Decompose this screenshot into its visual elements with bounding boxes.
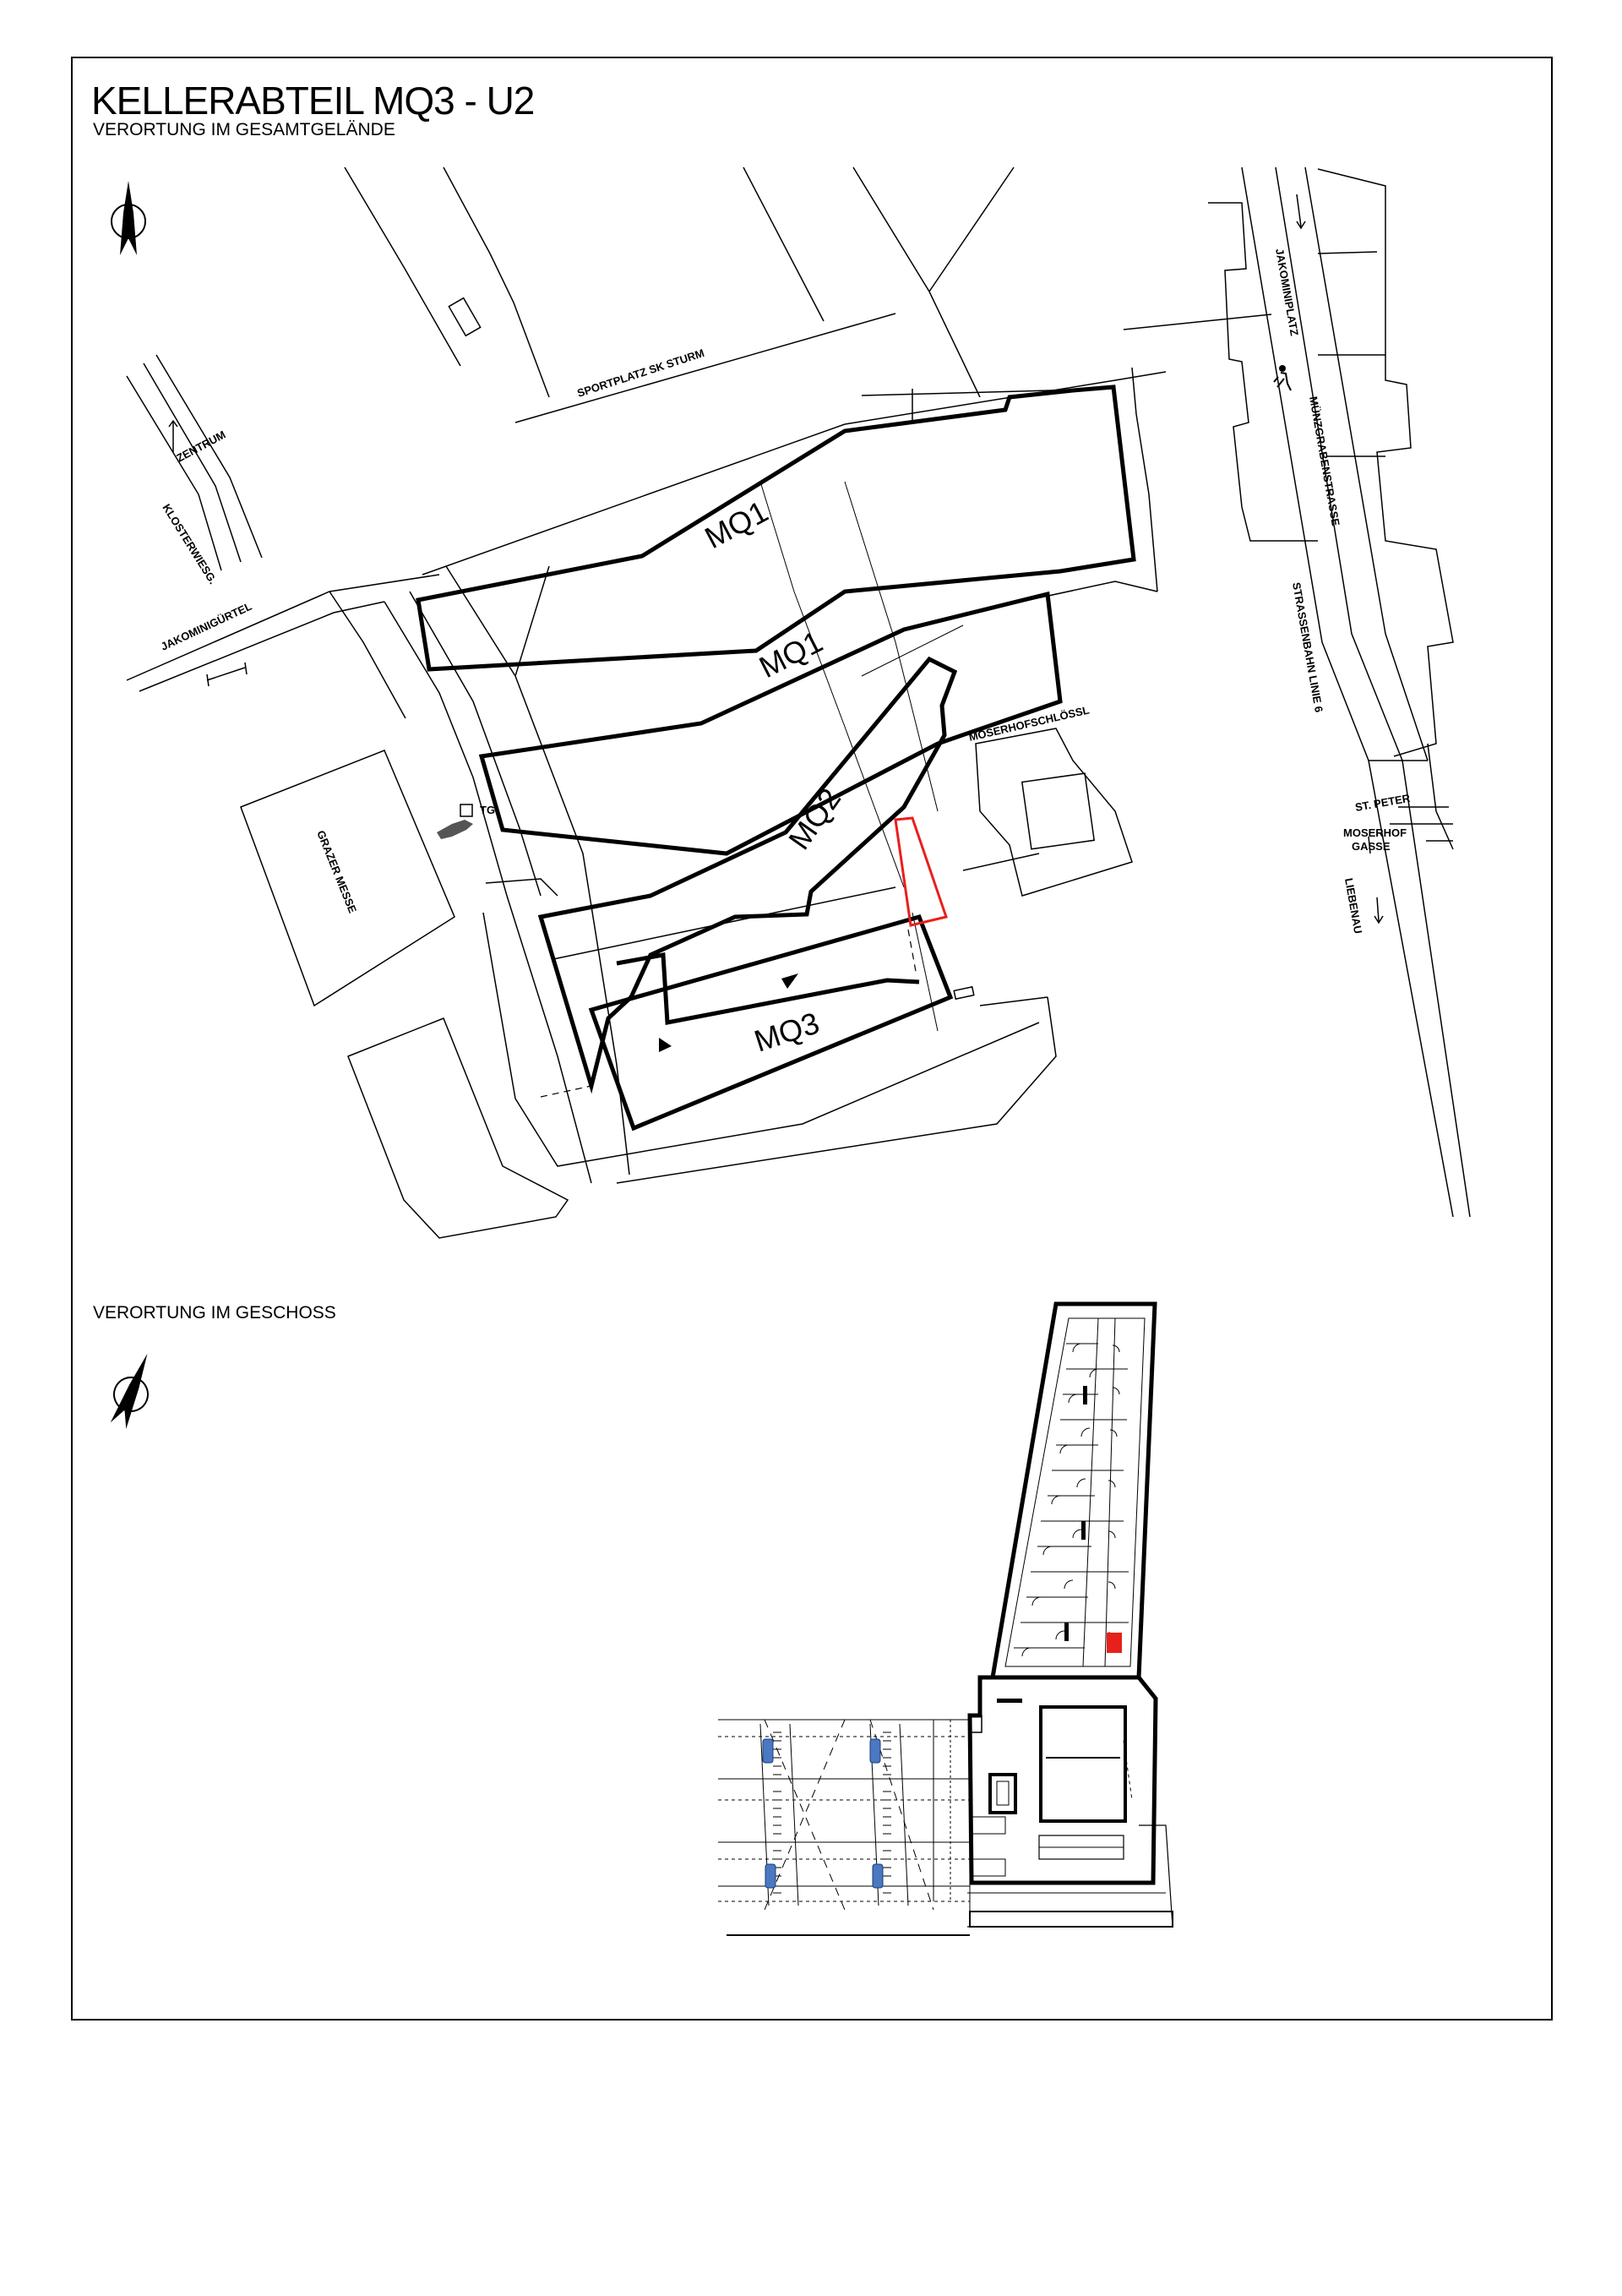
floor-plan-heading: VERORTUNG IM GESCHOSS (93, 1303, 336, 1323)
label-sportplatz: SPORTPLATZ SK STURM (575, 346, 706, 400)
building-label-mq1-south: MQ1 (754, 624, 829, 685)
direction-arrows (169, 194, 1383, 923)
label-muenzgrabenstrasse: MÜNZGRABENSTRASSE (1307, 395, 1342, 527)
building-label-mq3: MQ3 (749, 1005, 824, 1059)
building-label-mq2: MQ2 (781, 782, 848, 856)
north-arrow-icon (112, 181, 145, 255)
storage-cubicles (1014, 1318, 1129, 1666)
floor-plan (718, 1304, 1173, 1935)
label-moserhof-gasse-2: GASSE (1352, 840, 1391, 853)
parked-cars (763, 1739, 883, 1888)
car-icon (765, 1864, 776, 1888)
label-grazer-messe: GRAZER MESSE (314, 828, 360, 915)
tg-markers (437, 365, 1291, 839)
label-strassenbahn: STRASSENBAHN LINIE 6 (1290, 581, 1325, 714)
car-icon (437, 820, 473, 839)
label-moserhofschloessl: MOSERHOFSCHLÖSSL (967, 703, 1091, 744)
page-subtitle: VERORTUNG IM GESAMTGELÄNDE (93, 120, 395, 139)
building-mq1-north (418, 387, 1134, 669)
label-liebenau: LIEBENAU (1342, 876, 1365, 935)
cellar-unit-highlight (1107, 1633, 1122, 1653)
cellar-location-highlight (895, 818, 946, 925)
label-zentrum: ZENTRUM (174, 428, 228, 465)
label-st-peter: ST. PETER (1353, 791, 1412, 814)
parking-area (718, 1715, 970, 1935)
car-icon (870, 1739, 880, 1763)
north-arrow-icon (102, 1347, 163, 1432)
label-jakominiguertel: JAKOMINIGÜRTEL (158, 599, 254, 653)
page-title: KELLERABTEIL MQ3 - U2 (91, 79, 535, 123)
building-label-mq1-north: MQ1 (699, 494, 774, 556)
site-plan (127, 167, 1470, 1238)
storage-wing (993, 1304, 1155, 1677)
label-jakominiplatz: JAKOMINIPLATZ (1273, 247, 1301, 337)
label-klosterwiesg: KLOSTERWIESG. (160, 501, 220, 586)
car-icon (763, 1739, 773, 1763)
label-tg: TG (480, 804, 496, 816)
title-block (91, 79, 534, 139)
label-moserhof-gasse-1: MOSERHOF (1343, 826, 1407, 839)
car-icon (873, 1864, 883, 1888)
